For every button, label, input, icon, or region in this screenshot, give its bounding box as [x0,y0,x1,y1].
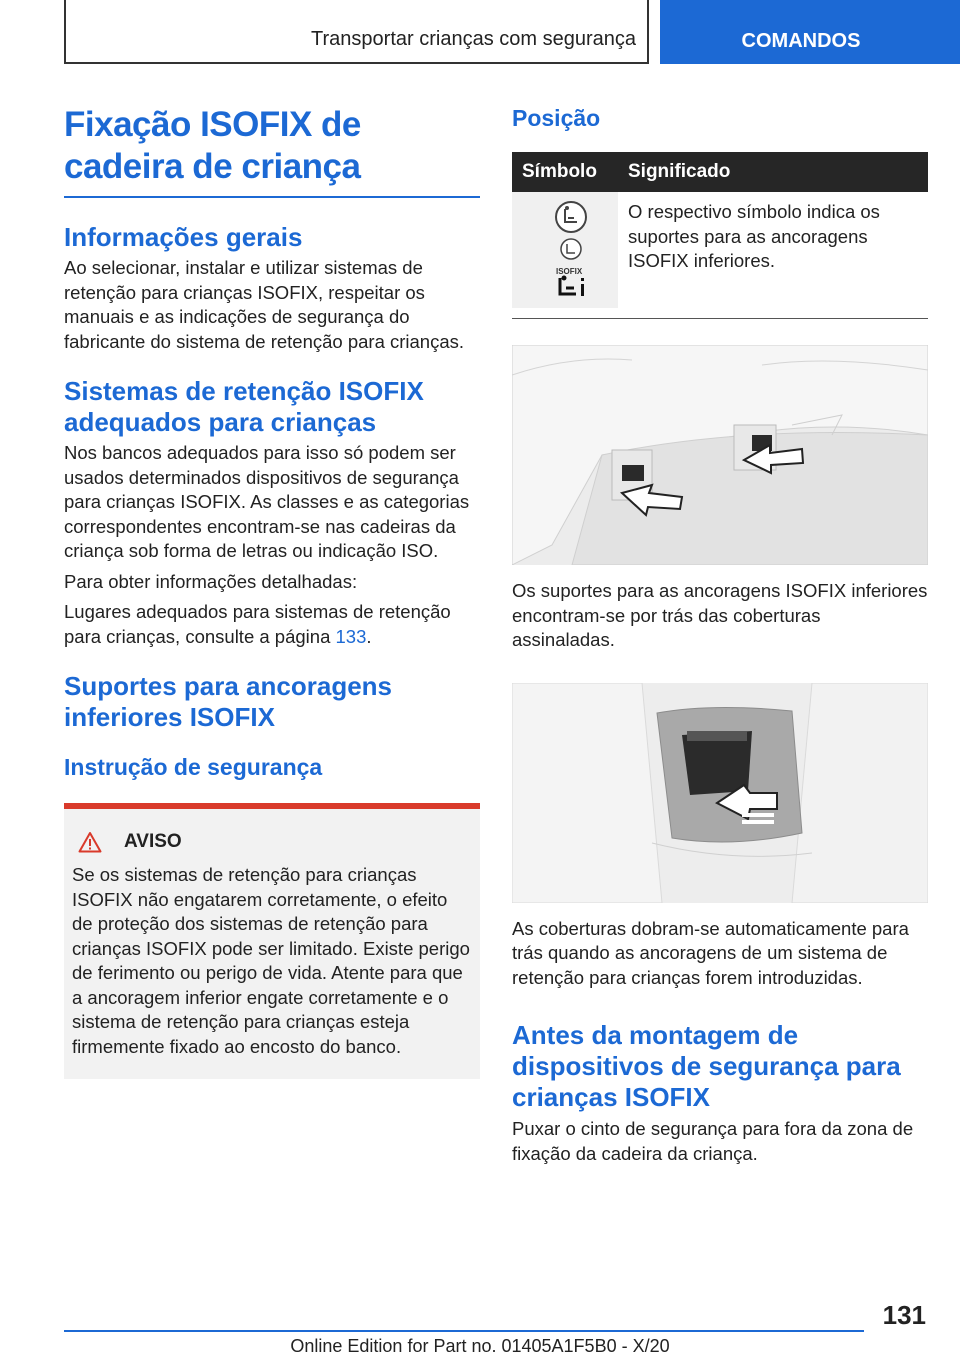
details-end: . [366,625,372,647]
safety-heading: Instrução de segurança [64,754,323,780]
page-number: 131 [882,1300,926,1330]
position-heading: Posição [512,105,601,131]
general-heading: Informações gerais [64,222,303,252]
section-tab-label: COMANDOS [741,30,861,52]
details-intro: Para obter informações detalhadas: [64,570,358,592]
warning-header [72,831,470,853]
seat-anchors-image [512,345,928,565]
cover-image [512,683,928,903]
isofix-info-icon [558,274,588,300]
footer-divider [64,1330,864,1332]
suitable-text: Nos bancos adequados para isso só podem ser usados determinados dispositivos de segurança para crianças ISOFIX. As classes e as categorias correspondentes encontram-se nas cadeiras da criança sob forma de letras ou indicação ISO. [64,442,470,561]
right-column [512,104,928,1166]
meaning-column-header: Significado [618,152,928,192]
page-title: Fixação ISOFIX de cadeira de criança [64,105,361,186]
warning-triangle-icon [78,831,102,853]
details-sentence: Lugares adequados para sistemas de retenção para crianças, consulte a página [64,601,451,647]
anchors-heading: Suportes para ancoragens inferiores ISOFIX [64,671,392,732]
caption-1: Os suportes para as ancoragens ISOFIX inferiores encontram-se por trás das coberturas assinaladas. [512,580,928,650]
cover-illustration [512,683,928,903]
title-divider [64,196,480,198]
isofix-label: ISOFIX [556,267,583,276]
seat-illustration [512,345,928,565]
warning-box [64,803,480,1079]
isofix-small-icon [559,238,583,260]
isofix-symbol-icon [554,200,588,234]
warning-text: Se os sistemas de retenção para crianças ISOFIX não engatarem corretamente, o efeito de proteção dos sistemas de retenção para crianças ISOFIX pode ser limitado. Existe perigo de ferimento ou perigo de vida. Atente para que a ancoragem inferior engate corretamente e o sistema de retenção para crianças esteja firmemente fixado ao encosto do banco. [72,864,470,1057]
before-text: Puxar o cinto de segurança para fora da zona de fixação da cadeira da criança. [512,1118,914,1164]
suitable-heading: Sistemas de retenção ISOFIX adequados para crianças [64,376,424,437]
symbol-table [512,152,928,308]
meaning-cell: O respectivo símbolo indica os suportes para as ancoragens ISOFIX inferiores. [628,201,880,271]
details-text [64,600,480,649]
symbol-cell [512,192,618,308]
section-tab[interactable] [660,0,960,64]
general-text: Ao selecionar, instalar e utilizar sistemas de retenção para crianças ISOFIX, respeitar os manuais e as indicações de segurança do fabricante do sistema de retenção para crianças. [64,257,465,352]
warning-title: AVISO [124,831,182,852]
symbol-column-header: Símbolo [512,152,618,192]
chapter-title: Transportar crianças com segurança [311,28,636,50]
table-divider [512,318,928,319]
table-row [512,192,928,308]
left-column [64,104,480,1079]
before-heading: Antes da montagem de dispositivos de segurança para crianças ISOFIX [512,1020,901,1112]
edition-text: Online Edition for Part no. 01405A1F5B0 - X/20 [290,1336,670,1356]
page-link[interactable]: 133 [335,625,367,647]
caption-2: As coberturas dobram-se automaticamente para trás quando as ancoragens de um sistema de retenção para crianças forem introduzidas. [512,917,909,988]
